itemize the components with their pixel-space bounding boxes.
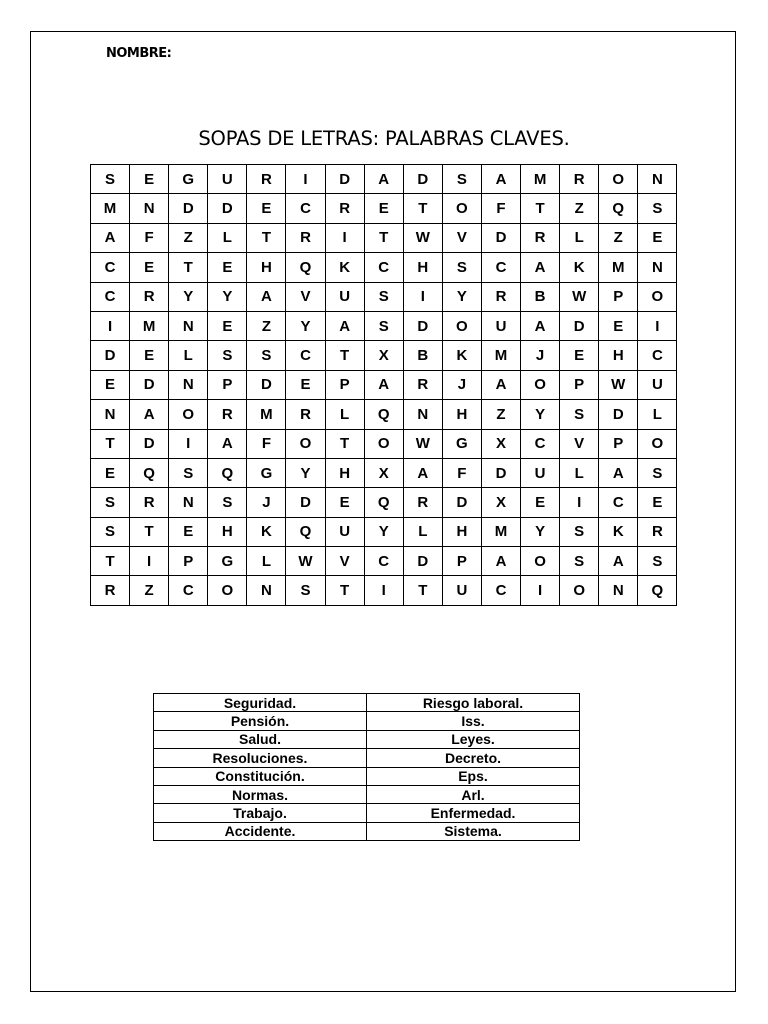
grid-cell: S [247, 341, 286, 370]
grid-cell: O [521, 370, 560, 399]
grid-cell: Q [364, 488, 403, 517]
grid-row [91, 400, 677, 429]
grid-cell: G [247, 458, 286, 487]
grid-cell: L [560, 223, 599, 252]
word-list-item: Salud. [154, 730, 367, 748]
word-list-item: Seguridad. [154, 694, 367, 712]
grid-cell: R [247, 165, 286, 194]
grid-cell: M [599, 253, 638, 282]
grid-cell: C [638, 341, 677, 370]
grid-cell: R [325, 194, 364, 223]
page-title: SOPAS DE LETRAS: PALABRAS CLAVES. [198, 127, 570, 150]
grid-cell: N [638, 165, 677, 194]
grid-row [91, 223, 677, 252]
grid-cell: I [521, 576, 560, 605]
grid-cell: P [560, 370, 599, 399]
grid-cell: C [364, 547, 403, 576]
grid-row [91, 429, 677, 458]
word-list-item: Accidente. [154, 822, 367, 840]
grid-cell: A [325, 311, 364, 340]
grid-cell: D [130, 370, 169, 399]
grid-row [91, 341, 677, 370]
grid-cell: C [286, 194, 325, 223]
grid-cell: T [169, 253, 208, 282]
grid-cell: N [403, 400, 442, 429]
grid-cell: N [130, 194, 169, 223]
grid-cell: I [560, 488, 599, 517]
grid-cell: R [521, 223, 560, 252]
grid-cell: S [638, 547, 677, 576]
grid-cell: U [442, 576, 481, 605]
word-list-item: Trabajo. [154, 804, 367, 822]
grid-row [91, 370, 677, 399]
grid-cell: Q [286, 253, 325, 282]
grid-cell: Z [247, 311, 286, 340]
grid-cell: H [442, 517, 481, 546]
grid-cell: S [208, 341, 247, 370]
grid-cell: Y [286, 311, 325, 340]
grid-cell: O [638, 429, 677, 458]
word-list-row [154, 767, 580, 785]
grid-cell: M [521, 165, 560, 194]
grid-cell: S [364, 282, 403, 311]
grid-cell: R [130, 282, 169, 311]
grid-cell: H [442, 400, 481, 429]
word-list-item: Iss. [367, 712, 580, 730]
grid-cell: O [442, 194, 481, 223]
grid-cell: F [130, 223, 169, 252]
grid-cell: L [247, 547, 286, 576]
grid-cell: V [560, 429, 599, 458]
grid-cell: L [325, 400, 364, 429]
grid-cell: A [481, 370, 520, 399]
grid-cell: R [91, 576, 130, 605]
grid-cell: C [91, 282, 130, 311]
grid-cell: S [638, 194, 677, 223]
grid-cell: P [325, 370, 364, 399]
grid-cell: N [638, 253, 677, 282]
grid-cell: N [91, 400, 130, 429]
grid-cell: O [286, 429, 325, 458]
grid-cell: A [599, 547, 638, 576]
grid-cell: C [286, 341, 325, 370]
grid-cell: D [442, 488, 481, 517]
grid-cell: E [208, 253, 247, 282]
grid-cell: P [442, 547, 481, 576]
grid-cell: A [403, 458, 442, 487]
grid-cell: J [521, 341, 560, 370]
grid-cell: Q [286, 517, 325, 546]
grid-cell: P [208, 370, 247, 399]
word-list-row [154, 712, 580, 730]
grid-row [91, 194, 677, 223]
grid-cell: M [130, 311, 169, 340]
grid-cell: J [442, 370, 481, 399]
grid-cell: A [481, 547, 520, 576]
grid-cell: D [247, 370, 286, 399]
grid-cell: S [91, 517, 130, 546]
grid-cell: M [247, 400, 286, 429]
grid-cell: S [560, 517, 599, 546]
grid-cell: L [208, 223, 247, 252]
grid-cell: C [169, 576, 208, 605]
grid-cell: L [638, 400, 677, 429]
grid-cell: O [364, 429, 403, 458]
grid-cell: O [442, 311, 481, 340]
grid-cell: O [638, 282, 677, 311]
grid-row [91, 311, 677, 340]
grid-cell: S [169, 458, 208, 487]
grid-cell: G [442, 429, 481, 458]
grid-row [91, 576, 677, 605]
grid-cell: L [403, 517, 442, 546]
grid-cell: T [364, 223, 403, 252]
grid-cell: Y [208, 282, 247, 311]
grid-cell: D [403, 547, 442, 576]
grid-cell: N [247, 576, 286, 605]
grid-cell: H [247, 253, 286, 282]
grid-cell: H [599, 341, 638, 370]
grid-cell: Y [442, 282, 481, 311]
grid-cell: Z [169, 223, 208, 252]
grid-cell: T [91, 547, 130, 576]
grid-cell: A [364, 165, 403, 194]
grid-cell: E [638, 488, 677, 517]
grid-cell: V [325, 547, 364, 576]
word-list-row [154, 822, 580, 840]
grid-cell: Z [599, 223, 638, 252]
grid-cell: R [638, 517, 677, 546]
word-list-row [154, 785, 580, 803]
grid-cell: O [599, 165, 638, 194]
grid-cell: A [208, 429, 247, 458]
grid-cell: P [599, 282, 638, 311]
grid-cell: T [325, 576, 364, 605]
grid-cell: C [481, 576, 520, 605]
grid-cell: I [364, 576, 403, 605]
grid-cell: N [599, 576, 638, 605]
grid-cell: K [599, 517, 638, 546]
grid-row [91, 517, 677, 546]
grid-cell: X [481, 488, 520, 517]
grid-cell: A [130, 400, 169, 429]
grid-cell: D [91, 341, 130, 370]
grid-cell: D [169, 194, 208, 223]
grid-cell: D [599, 400, 638, 429]
word-list-item: Sistema. [367, 822, 580, 840]
grid-cell: E [169, 517, 208, 546]
grid-cell: D [481, 458, 520, 487]
grid-cell: D [403, 165, 442, 194]
grid-cell: L [560, 458, 599, 487]
grid-cell: T [325, 341, 364, 370]
grid-cell: Y [286, 458, 325, 487]
grid-cell: D [208, 194, 247, 223]
grid-cell: U [638, 370, 677, 399]
grid-cell: E [599, 311, 638, 340]
grid-cell: E [91, 370, 130, 399]
grid-cell: E [286, 370, 325, 399]
word-search-grid [90, 164, 677, 606]
grid-cell: Q [208, 458, 247, 487]
grid-cell: Y [521, 400, 560, 429]
grid-cell: X [364, 341, 403, 370]
grid-cell: B [403, 341, 442, 370]
word-list-item: Decreto. [367, 749, 580, 767]
grid-cell: T [91, 429, 130, 458]
grid-cell: S [560, 547, 599, 576]
grid-cell: B [521, 282, 560, 311]
grid-cell: W [403, 223, 442, 252]
grid-cell: V [442, 223, 481, 252]
grid-cell: I [403, 282, 442, 311]
grid-cell: C [521, 429, 560, 458]
grid-cell: E [364, 194, 403, 223]
grid-cell: S [91, 165, 130, 194]
grid-row [91, 165, 677, 194]
grid-cell: A [91, 223, 130, 252]
grid-cell: D [286, 488, 325, 517]
grid-cell: A [521, 311, 560, 340]
grid-cell: L [169, 341, 208, 370]
grid-row [91, 282, 677, 311]
grid-cell: U [481, 311, 520, 340]
grid-cell: E [247, 194, 286, 223]
grid-cell: E [130, 341, 169, 370]
grid-cell: D [403, 311, 442, 340]
grid-cell: Y [169, 282, 208, 311]
word-list-item: Constitución. [154, 767, 367, 785]
grid-cell: D [325, 165, 364, 194]
grid-cell: W [286, 547, 325, 576]
word-list-row [154, 749, 580, 767]
grid-cell: O [169, 400, 208, 429]
grid-cell: H [403, 253, 442, 282]
word-list-item: Riesgo laboral. [367, 694, 580, 712]
grid-cell: D [130, 429, 169, 458]
grid-cell: Z [130, 576, 169, 605]
grid-cell: H [208, 517, 247, 546]
grid-cell: G [208, 547, 247, 576]
grid-cell: P [169, 547, 208, 576]
grid-cell: E [560, 341, 599, 370]
word-list-item: Resoluciones. [154, 749, 367, 767]
grid-cell: O [521, 547, 560, 576]
grid-cell: C [91, 253, 130, 282]
grid-cell: R [130, 488, 169, 517]
grid-cell: S [638, 458, 677, 487]
grid-cell: A [599, 458, 638, 487]
grid-cell: E [521, 488, 560, 517]
grid-cell: N [169, 488, 208, 517]
grid-cell: V [286, 282, 325, 311]
grid-cell: S [364, 311, 403, 340]
grid-cell: I [638, 311, 677, 340]
grid-cell: T [247, 223, 286, 252]
grid-cell: I [130, 547, 169, 576]
grid-cell: R [560, 165, 599, 194]
word-list-item: Pensión. [154, 712, 367, 730]
grid-cell: D [481, 223, 520, 252]
grid-cell: W [560, 282, 599, 311]
grid-cell: R [403, 488, 442, 517]
grid-cell: O [560, 576, 599, 605]
grid-row [91, 458, 677, 487]
grid-cell: S [91, 488, 130, 517]
grid-cell: E [91, 458, 130, 487]
grid-cell: I [169, 429, 208, 458]
grid-row [91, 547, 677, 576]
grid-cell: E [130, 253, 169, 282]
grid-row [91, 488, 677, 517]
grid-cell: R [286, 223, 325, 252]
grid-cell: X [364, 458, 403, 487]
grid-cell: M [481, 517, 520, 546]
grid-cell: C [481, 253, 520, 282]
grid-cell: W [599, 370, 638, 399]
grid-cell: K [325, 253, 364, 282]
grid-cell: K [560, 253, 599, 282]
grid-cell: Q [364, 400, 403, 429]
grid-cell: S [208, 488, 247, 517]
grid-cell: E [208, 311, 247, 340]
grid-cell: T [130, 517, 169, 546]
grid-cell: E [638, 223, 677, 252]
grid-cell: J [247, 488, 286, 517]
grid-cell: P [599, 429, 638, 458]
grid-cell: X [481, 429, 520, 458]
name-label: NOMBRE: [106, 46, 172, 61]
grid-row [91, 253, 677, 282]
grid-cell: A [247, 282, 286, 311]
grid-cell: F [247, 429, 286, 458]
grid-cell: T [521, 194, 560, 223]
word-list-item: Arl. [367, 785, 580, 803]
grid-cell: Q [599, 194, 638, 223]
grid-cell: M [91, 194, 130, 223]
grid-cell: D [560, 311, 599, 340]
grid-cell: S [560, 400, 599, 429]
grid-cell: R [403, 370, 442, 399]
grid-cell: U [521, 458, 560, 487]
grid-cell: Y [364, 517, 403, 546]
grid-cell: C [599, 488, 638, 517]
word-list-row [154, 804, 580, 822]
grid-cell: E [325, 488, 364, 517]
grid-cell: Z [560, 194, 599, 223]
word-list-row [154, 730, 580, 748]
grid-cell: A [364, 370, 403, 399]
grid-cell: T [325, 429, 364, 458]
grid-cell: I [325, 223, 364, 252]
grid-cell: U [325, 517, 364, 546]
word-list-row [154, 694, 580, 712]
grid-cell: T [403, 576, 442, 605]
word-list-table [153, 693, 580, 841]
grid-cell: R [208, 400, 247, 429]
grid-cell: N [169, 370, 208, 399]
grid-cell: I [91, 311, 130, 340]
grid-cell: U [325, 282, 364, 311]
grid-cell: F [481, 194, 520, 223]
grid-cell: Y [521, 517, 560, 546]
grid-cell: S [442, 165, 481, 194]
grid-cell: A [521, 253, 560, 282]
grid-cell: F [442, 458, 481, 487]
grid-cell: N [169, 311, 208, 340]
word-list-item: Leyes. [367, 730, 580, 748]
grid-cell: S [286, 576, 325, 605]
grid-cell: U [208, 165, 247, 194]
grid-cell: M [481, 341, 520, 370]
grid-cell: I [286, 165, 325, 194]
grid-cell: H [325, 458, 364, 487]
grid-cell: R [481, 282, 520, 311]
grid-cell: K [247, 517, 286, 546]
grid-cell: Q [638, 576, 677, 605]
grid-cell: G [169, 165, 208, 194]
grid-cell: A [481, 165, 520, 194]
word-list-item: Enfermedad. [367, 804, 580, 822]
grid-cell: Z [481, 400, 520, 429]
grid-cell: T [403, 194, 442, 223]
grid-cell: W [403, 429, 442, 458]
grid-cell: R [286, 400, 325, 429]
grid-cell: S [442, 253, 481, 282]
grid-cell: Q [130, 458, 169, 487]
grid-cell: O [208, 576, 247, 605]
word-list-item: Normas. [154, 785, 367, 803]
grid-cell: E [130, 165, 169, 194]
grid-cell: C [364, 253, 403, 282]
grid-cell: K [442, 341, 481, 370]
word-list-item: Eps. [367, 767, 580, 785]
